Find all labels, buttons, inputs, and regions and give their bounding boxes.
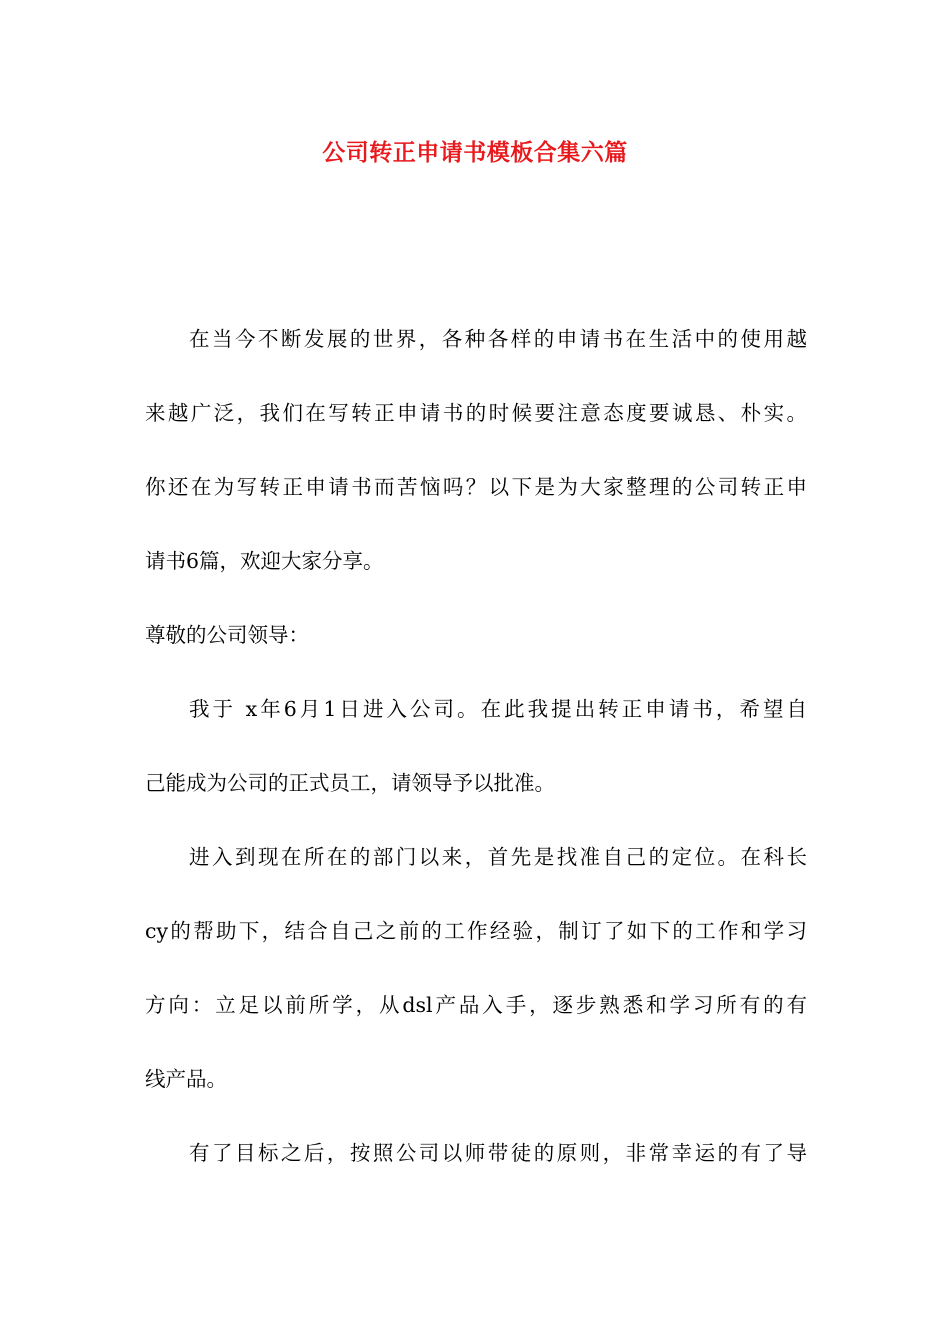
paragraph-line: 进入到现在所在的部门以来，首先是找准自己的定位。在科长 [189,845,807,869]
salutation-line: 尊敬的公司领导： [145,623,309,647]
paragraph-line: 有了目标之后，按照公司以师带徒的原则，非常幸运的有了导 [189,1141,807,1165]
document-title: 公司转正申请书模板合集六篇 [322,139,628,166]
paragraph-line: 在当今不断发展的世界，各种各样的申请书在生活中的使用越 [189,327,807,351]
paragraph-line: 方向：立足以前所学，从dsl产品入手，逐步熟悉和学习所有的有 [145,993,807,1017]
paragraph-line: 己能成为公司的正式员工，请领导予以批准。 [145,771,555,795]
paragraph-line: 线产品。 [145,1067,227,1091]
document-body [145,322,807,1210]
paragraph-line: 来越广泛，我们在写转正申请书的时候要注意态度要诚恳、朴实。 [145,401,807,425]
paragraph-line: cy的帮助下，结合自己之前的工作经验，制订了如下的工作和学习 [145,919,807,943]
paragraph-line: 你还在为写转正申请书而苦恼吗？以下是为大家整理的公司转正申 [145,475,807,499]
paragraph-line: 我于 x年6月1日进入公司。在此我提出转正申请书，希望自 [189,697,807,721]
paragraph-line: 请书6篇，欢迎大家分享。 [145,549,384,573]
